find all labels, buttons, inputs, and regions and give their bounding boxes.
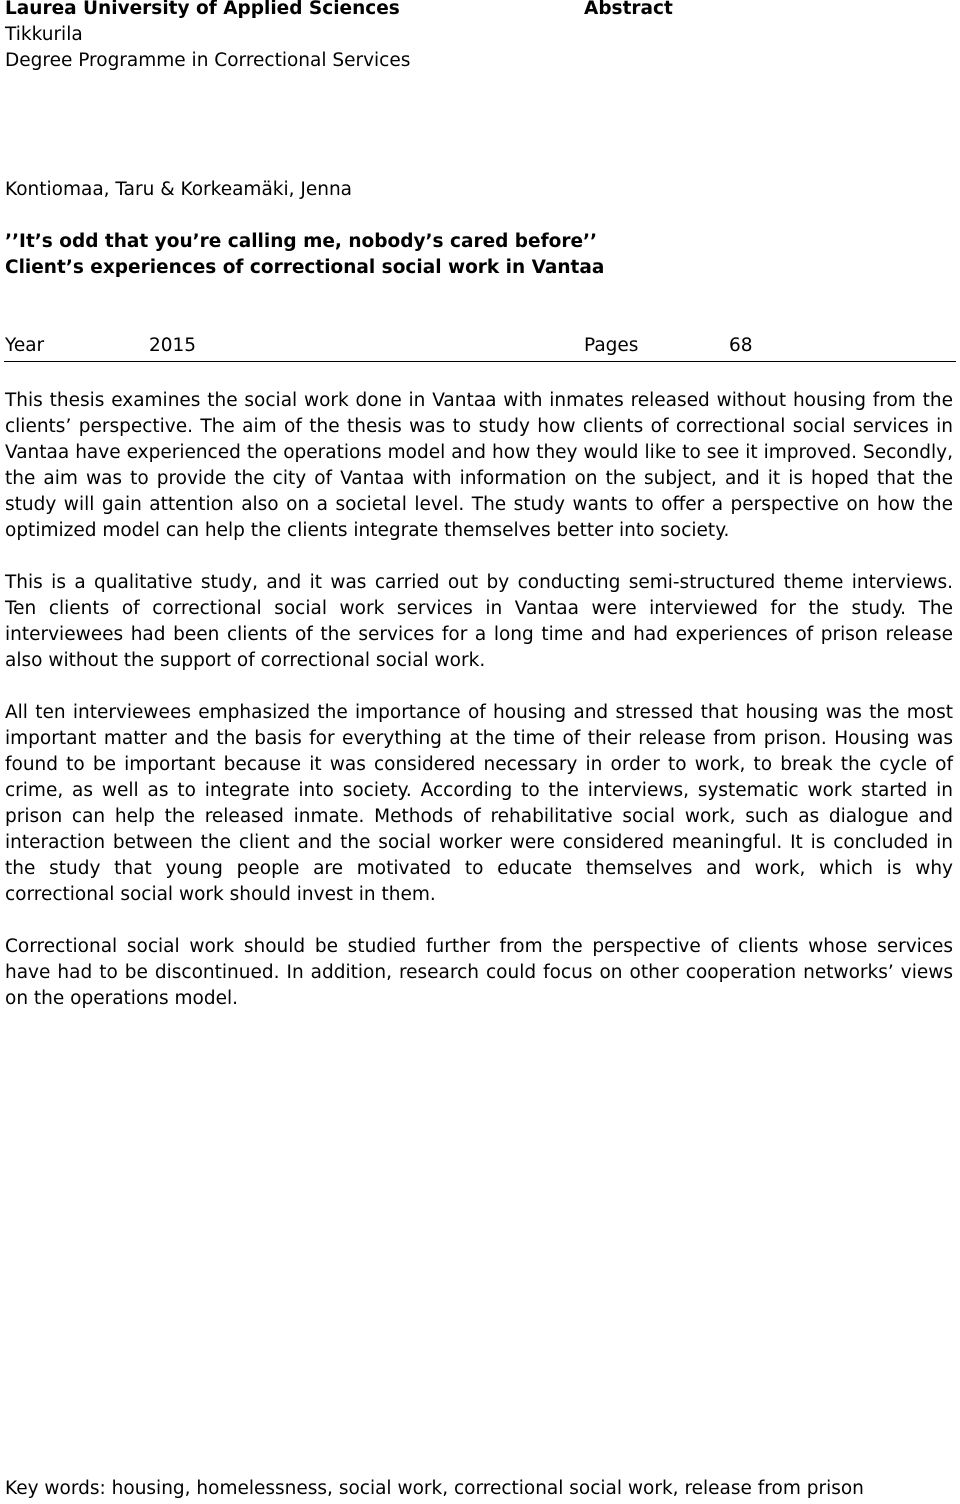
thesis-title: ’’It’s odd that you’re calling me, nobody’s cared before’’ (5, 231, 598, 252)
meta-divider (4, 361, 956, 362)
keywords: Key words: housing, homelessness, social work, correctional social work, release from prison (5, 1478, 864, 1499)
year-value: 2015 (149, 335, 197, 356)
abstract-paragraph-2: This is a qualitative study, and it was carried out by conducting semi-structured theme interviews. Ten clients of correctional social work services in Vantaa were interviewed for the study. The interviewees had been clients of the services for a long time and had experiences of prison release also without the support of correctional social work. (5, 572, 953, 671)
abstract-paragraph-3: All ten interviewees emphasized the importance of housing and stressed that housing was the most important matter and the basis for everything at the time of their release from prison. Housing was found to be important because it was considered necessary in order to work, to break the cycle of crime, as well as to integrate into society. According to the interviews, systematic work started in prison can help the released inmate. Methods of rehabilitative social work, such as dialogue and interaction between the client and the social worker were considered meaningful. It is concluded in the study that young people are motivated to educate themselves and work, which is why correctional social work should invest in them. (5, 702, 953, 905)
abstract-paragraph-4: Correctional social work should be studied further from the perspective of clients whose services have had to be discontinued. In addition, research could focus on other cooperation networks’ views on the operations model. (5, 936, 953, 1009)
document-type-label: Abstract (584, 0, 673, 19)
abstract-paragraph-1: This thesis examines the social work done in Vantaa with inmates released without housing from the clients’ perspective. The aim of the thesis was to study how clients of correctional social services in Vantaa have experienced the operations model and how they would like to see it improved. Secondly, the aim was to provide the city of Vantaa with information on the subject, and it is hoped that the study will gain attention also on a societal level. The study wants to offer a perspective on how the optimized model can help the clients integrate themselves better into society. (5, 390, 953, 541)
thesis-subtitle: Client’s experiences of correctional social work in Vantaa (5, 257, 605, 278)
year-label: Year (5, 335, 45, 356)
degree-programme: Degree Programme in Correctional Services (5, 50, 411, 71)
pages-label: Pages (584, 335, 639, 356)
abstract-body (5, 388, 953, 1038)
campus-name: Tikkurila (5, 24, 83, 45)
pages-value: 68 (729, 335, 753, 356)
university-name: Laurea University of Applied Sciences (5, 0, 400, 19)
authors: Kontiomaa, Taru & Korkeamäki, Jenna (5, 179, 353, 200)
